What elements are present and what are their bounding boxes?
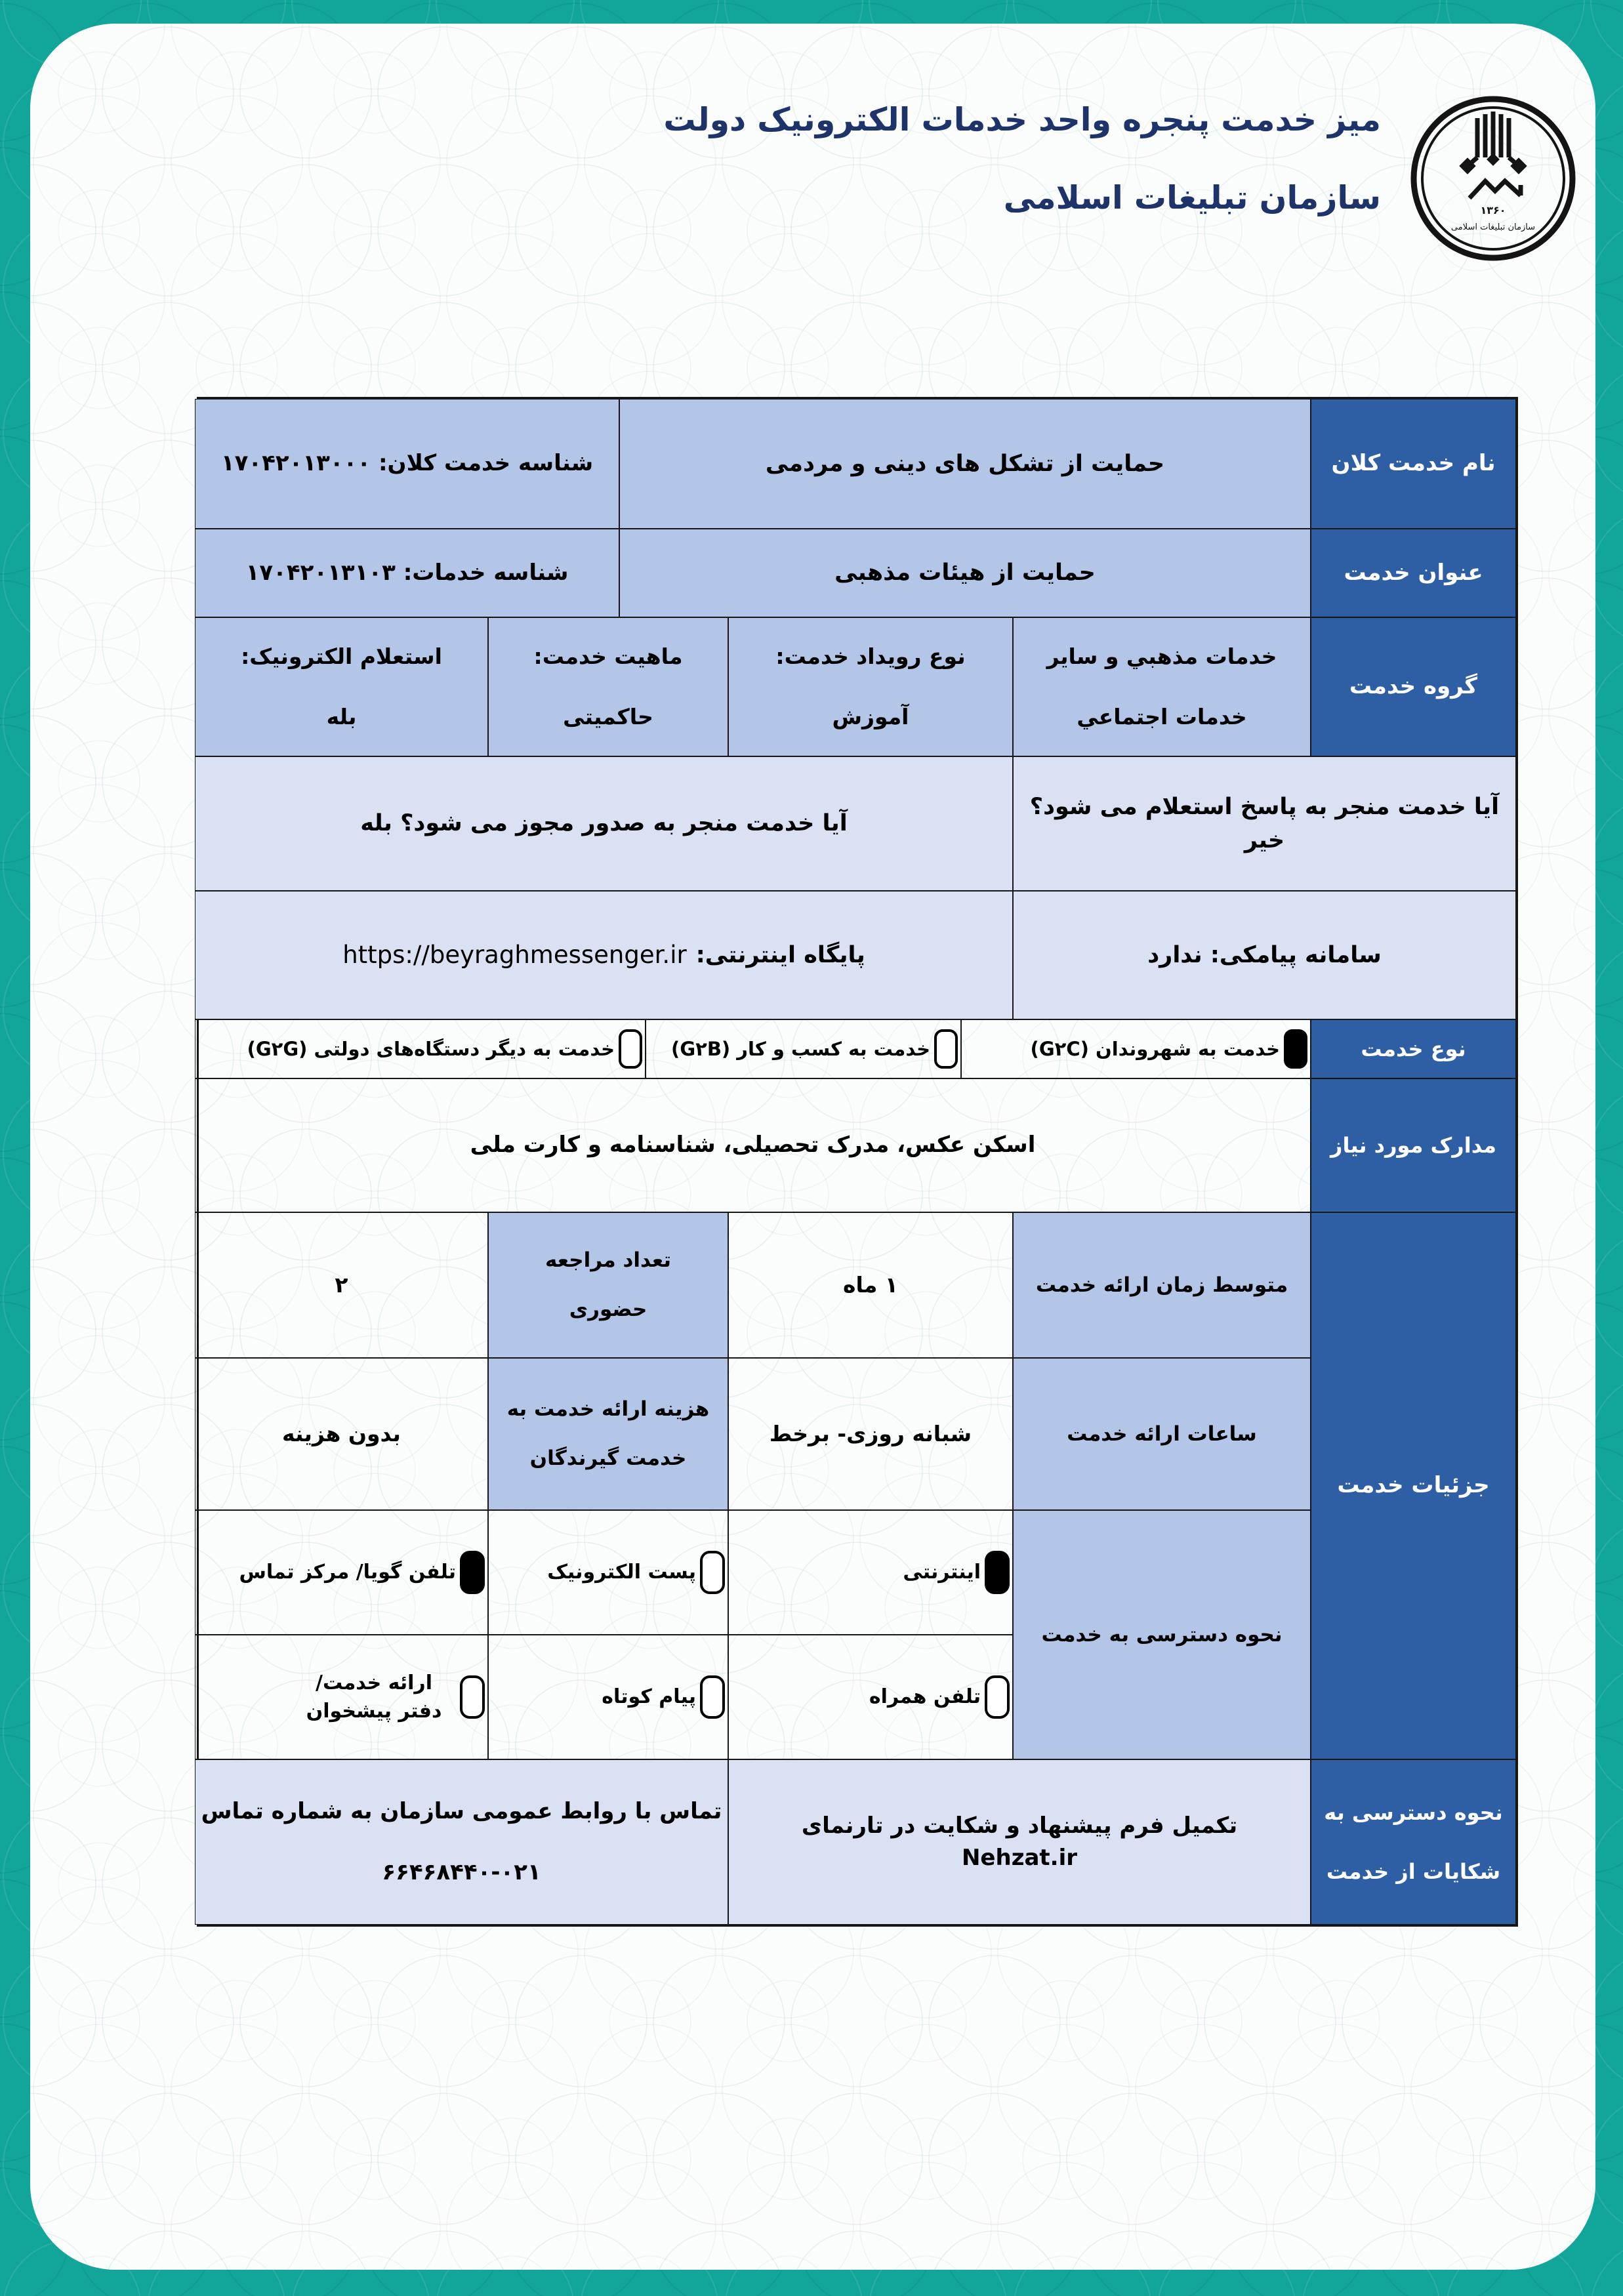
sms-system: سامانه پیامکی: ندارد — [1013, 891, 1516, 1019]
documents-value: اسکن عکس، مدرک تحصیلی، شناسنامه و کارت ملی — [195, 1078, 1311, 1212]
checkbox-sms — [700, 1675, 725, 1719]
visits-label-line1: تعداد مراجعه — [544, 1248, 672, 1273]
row-service-group — [199, 617, 1516, 756]
visits-label-line2: حضوری — [569, 1298, 647, 1321]
service-title-value: حمایت از هیئات مذهبی — [619, 529, 1311, 617]
nature-label: ماهیت خدمت: — [533, 644, 683, 670]
option-g2b — [646, 1019, 961, 1078]
website-cell — [195, 891, 1013, 1019]
checkbox-counter — [460, 1675, 485, 1719]
service-nature — [488, 617, 728, 756]
documents-header: مدارک مورد نیاز — [1311, 1078, 1516, 1212]
question-inquiry: آیا خدمت منجر به پاسخ استعلام می شود؟ خیر — [1013, 756, 1516, 891]
checkbox-internet — [985, 1551, 1010, 1594]
option-g2g — [195, 1019, 646, 1078]
macro-service-id: شناسه خدمت کلان: ۱۷۰۴۲۰۱۳۰۰۰ — [195, 399, 619, 529]
logo-caption: سازمان تبلیغات اسلامی — [1450, 222, 1536, 232]
service-details-block — [199, 1212, 1516, 1759]
option-counter-label: ارائه خدمت/ دفتر پیشخوان — [306, 1671, 442, 1723]
option-g2c — [961, 1019, 1311, 1078]
logo-year: ۱۳۶۰ — [1480, 204, 1506, 216]
event-label: نوع رویداد خدمت: — [775, 644, 966, 670]
service-info-table — [197, 397, 1518, 1927]
category-line1: خدمات مذهبي و ساير — [1046, 644, 1277, 670]
checkbox-g2c — [1284, 1029, 1307, 1069]
avg-time-value: ۱ ماه — [728, 1212, 1013, 1358]
content-panel — [30, 24, 1595, 2270]
electronic-inquiry — [195, 617, 488, 756]
details-header: جزئیات خدمت — [1311, 1212, 1516, 1759]
question-license: آیا خدمت منجر به صدور مجوز می شود؟ بله — [195, 756, 1013, 891]
islamic-propagation-organization-emblem-icon — [1408, 89, 1578, 265]
service-type-header: نوع خدمت — [1311, 1019, 1516, 1078]
category-line2: خدمات اجتماعي — [1077, 704, 1247, 729]
macro-service-value: حمایت از تشکل های دینی و مردمی — [619, 399, 1311, 529]
organization-logo — [1408, 89, 1578, 265]
row-questions — [199, 756, 1516, 891]
service-group-category — [1013, 617, 1311, 756]
service-title-id: شناسه خدمات: ۱۷۰۴۲۰۱۳۱۰۳ — [195, 529, 619, 617]
organization-title: سازمان تبلیغات اسلامی — [1003, 179, 1381, 216]
row-complaints — [199, 1759, 1516, 1925]
complaints-header — [1311, 1759, 1516, 1925]
row-service-type — [199, 1019, 1516, 1078]
option-internet — [728, 1510, 1013, 1635]
row-documents — [199, 1078, 1516, 1212]
option-email — [488, 1510, 728, 1635]
option-email-label: پست الکترونیک — [547, 1561, 696, 1584]
option-callcenter — [195, 1510, 488, 1635]
option-g2b-label: خدمت به کسب و کار (G۲B) — [671, 1037, 930, 1060]
checkbox-g2b — [934, 1029, 958, 1069]
avg-time-label: متوسط زمان ارائه خدمت — [1013, 1212, 1311, 1358]
service-event-type — [728, 617, 1013, 756]
page-title: میز خدمت پنجره واحد خدمات الکترونیک دولت — [663, 101, 1381, 138]
checkbox-mobile — [985, 1675, 1010, 1719]
checkbox-callcenter — [460, 1551, 485, 1594]
cost-label-line2: خدمت گیرندگان — [529, 1446, 687, 1470]
option-g2c-label: خدمت به شهروندان (G۲C) — [1030, 1037, 1280, 1060]
inquiry-value: بله — [326, 704, 357, 729]
option-g2g-label: خدمت به دیگر دستگاه‌های دولتی (G۲G) — [247, 1037, 615, 1060]
option-sms-label: پیام کوتاه — [602, 1685, 696, 1709]
hours-label: ساعات ارائه خدمت — [1013, 1358, 1311, 1510]
visits-label — [488, 1212, 728, 1358]
option-mobile-label: تلفن همراه — [869, 1685, 981, 1709]
service-group-header: گروه خدمت — [1311, 617, 1516, 756]
event-value: آموزش — [832, 704, 909, 729]
website-url[interactable]: https://beyraghmessenger.ir — [342, 941, 687, 970]
access-label: نحوه دسترسی به خدمت — [1013, 1510, 1311, 1759]
cost-value: بدون هزینه — [195, 1358, 488, 1510]
complaints-phone-line1: تماس با روابط عمومی سازمان به شماره تماس — [201, 1797, 722, 1824]
hours-value: شبانه روزی- برخط — [728, 1358, 1013, 1510]
visits-value: ۲ — [195, 1212, 488, 1358]
macro-service-header: نام خدمت کلان — [1311, 399, 1516, 529]
nature-value: حاکمیتی — [563, 704, 653, 729]
cost-label — [488, 1358, 728, 1510]
row-channels — [199, 891, 1516, 1019]
checkbox-email — [700, 1551, 725, 1594]
complaints-web[interactable]: تکمیل فرم پیشنهاد و شکایت در تارنمای Nehzat.ir — [728, 1759, 1311, 1925]
row-macro-service — [199, 399, 1516, 529]
checkbox-g2g — [619, 1029, 642, 1069]
complaints-header-line1: نحوه دسترسی به — [1324, 1799, 1503, 1825]
option-internet-label: اینترنتی — [903, 1561, 981, 1584]
cost-label-line1: هزینه ارائه خدمت به — [506, 1397, 710, 1422]
website-label: پایگاه اینترنتی: — [695, 941, 865, 968]
complaints-phone-number: ۶۶۴۶۸۴۴۰-۰۲۱ — [382, 1859, 541, 1885]
option-mobile — [728, 1635, 1013, 1759]
complaints-phone — [195, 1759, 728, 1925]
document-header — [663, 101, 1381, 216]
option-counter — [195, 1635, 488, 1759]
row-service-title — [199, 529, 1516, 617]
option-callcenter-label: تلفن گویا/ مرکز تماس — [239, 1561, 456, 1584]
complaints-header-line2: شکایات از خدمت — [1326, 1859, 1501, 1884]
option-sms — [488, 1635, 728, 1759]
service-title-header: عنوان خدمت — [1311, 529, 1516, 617]
inquiry-label: استعلام الکترونیک: — [241, 644, 442, 670]
